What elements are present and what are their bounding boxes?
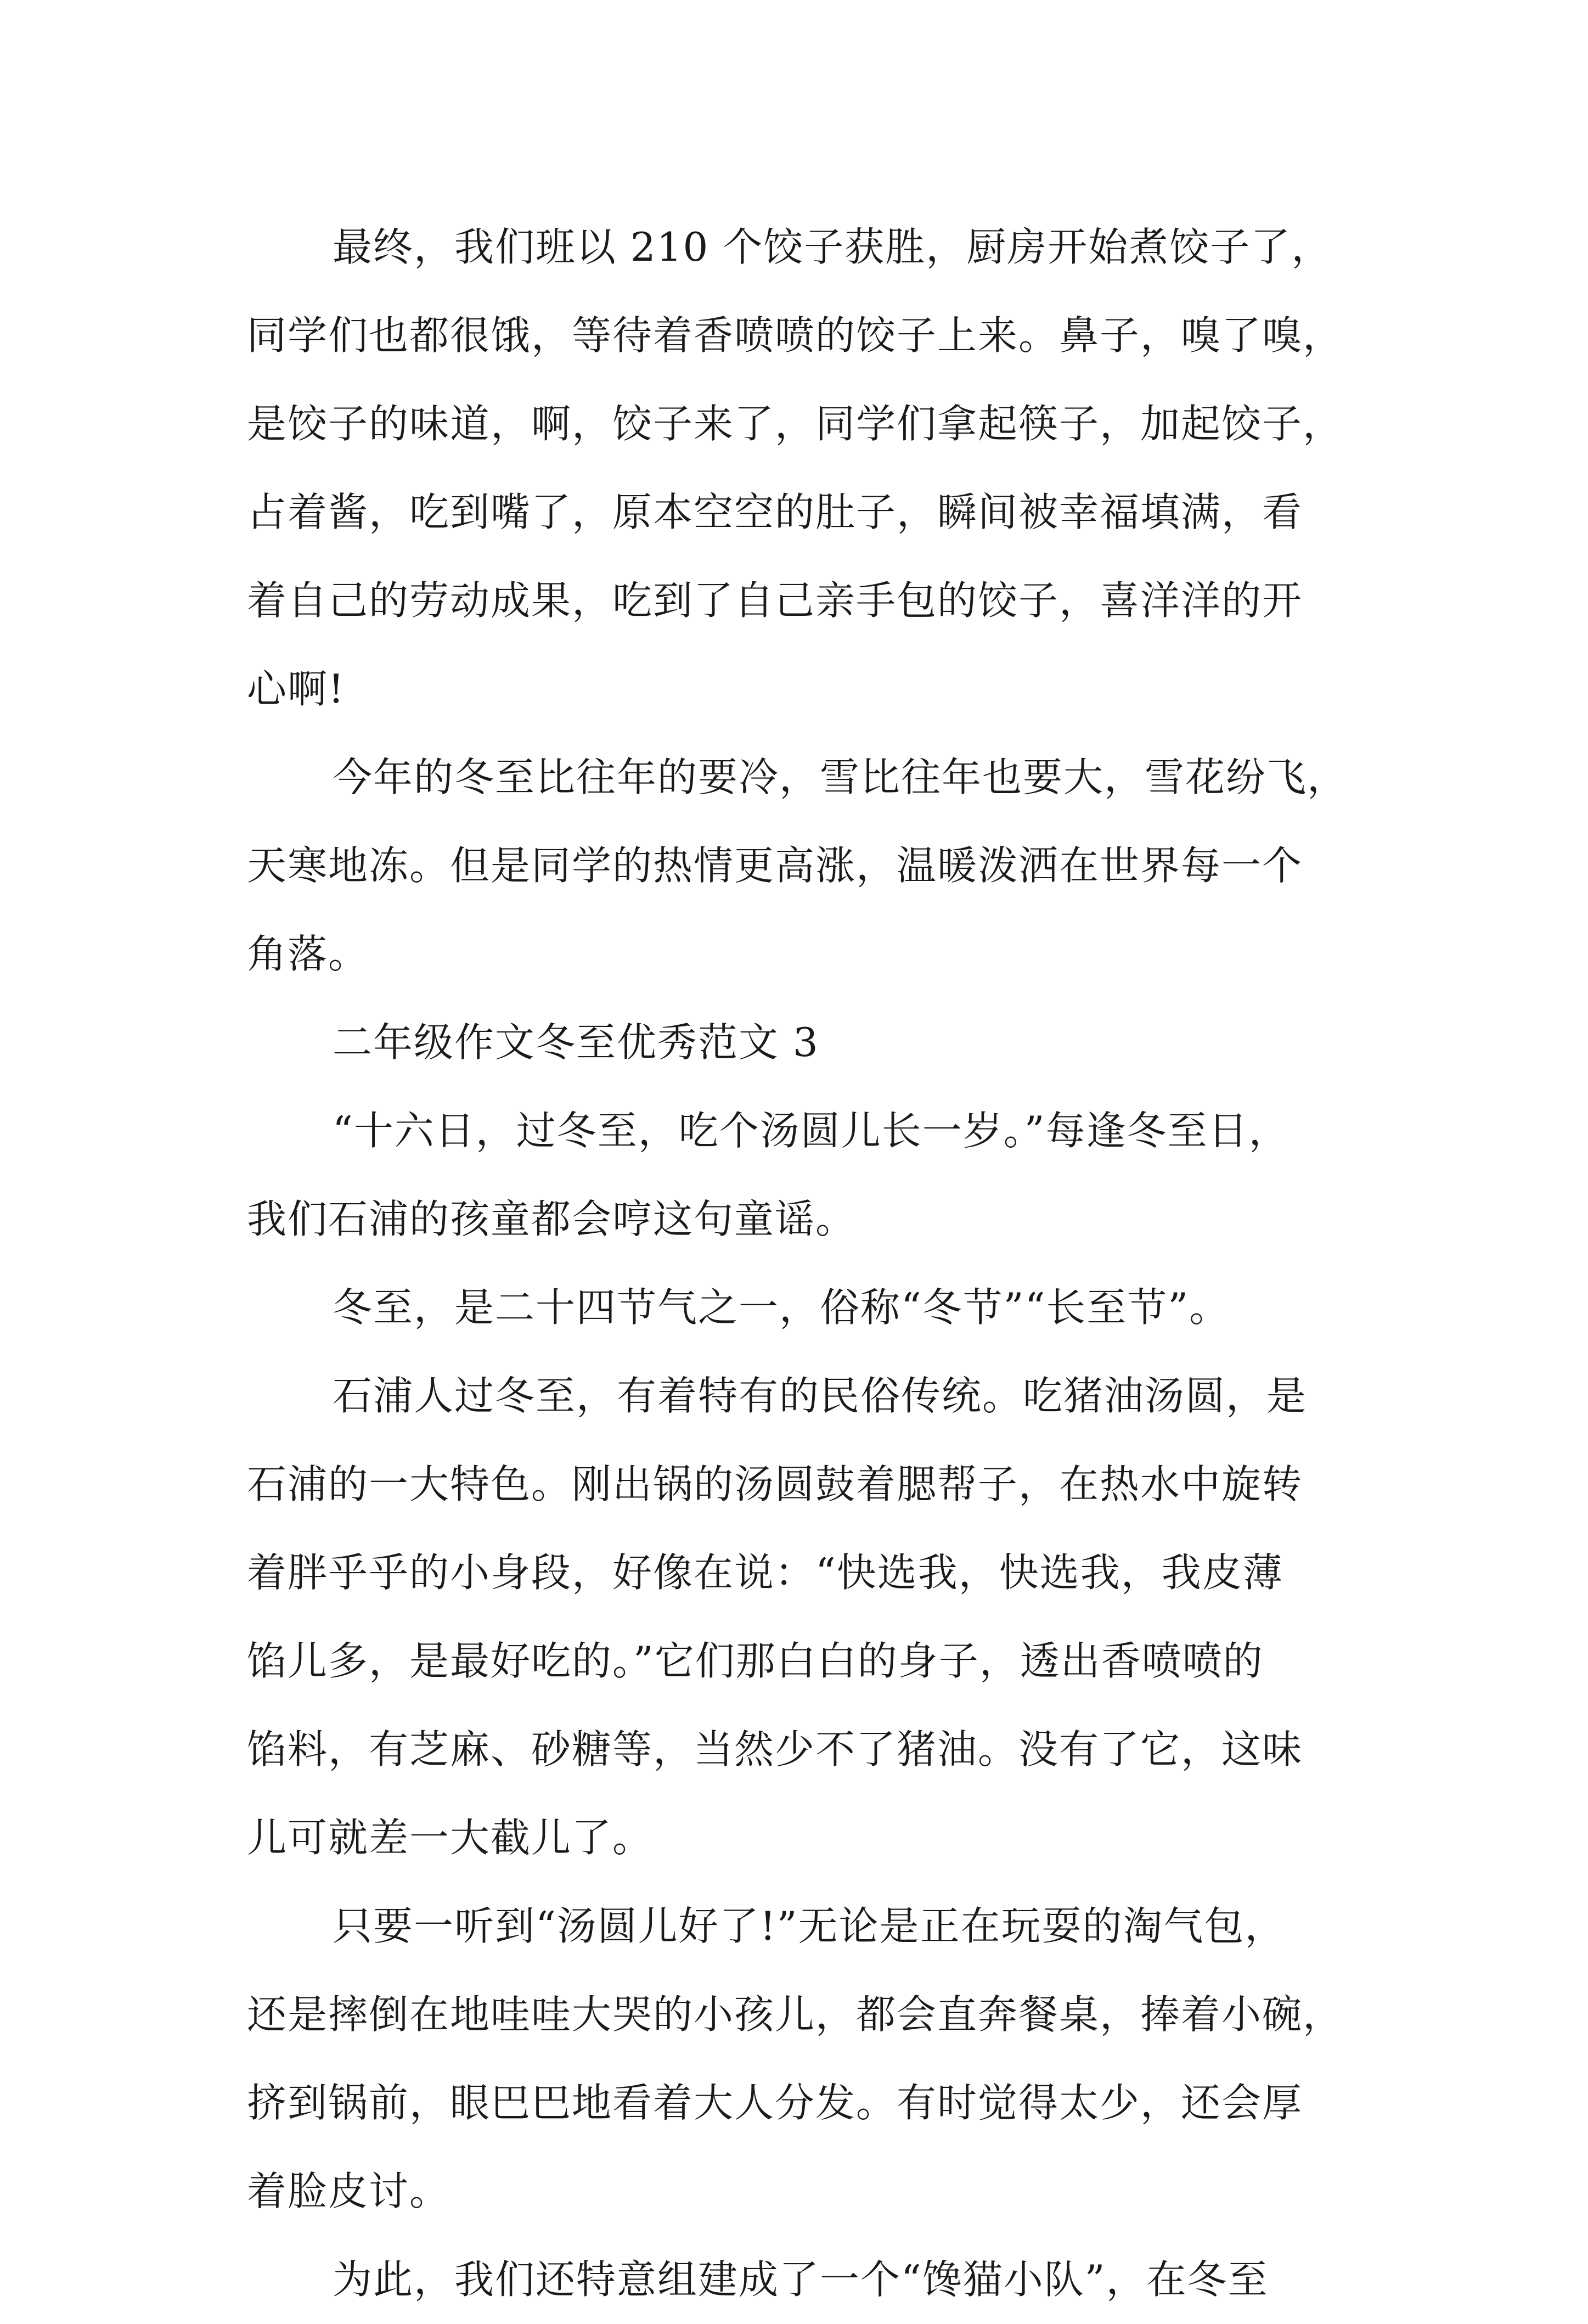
text-line: 为此，我们还特意组建成了一个“馋猫小队”，在冬至 — [333, 2256, 1269, 2303]
text-line: 最终，我们班以 210 个饺子获胜，厨房开始煮饺子了， — [333, 224, 1332, 270]
text-line: 儿可就差一大截儿了。 — [247, 1815, 654, 1861]
text-line: 冬至，是二十四节气之一，俗称“冬节”“长至节”。 — [333, 1284, 1230, 1331]
text-line: 还是摔倒在地哇哇大哭的小孩儿，都会直奔餐桌，捧着小碗， — [247, 1991, 1344, 2037]
text-line: 只要一听到“汤圆儿好了!”无论是正在玩耍的淘气包， — [333, 1903, 1286, 1949]
text-line: 馅儿多，是最好吃的。”它们那白白的身子，透出香喷喷的 — [247, 1638, 1264, 1684]
text-line: 挤到锅前，眼巴巴地看着大人分发。有时觉得太少，还会厚 — [247, 2080, 1303, 2126]
text-line: 石浦的一大特色。刚出锅的汤圆鼓着腮帮子，在热水中旋转 — [247, 1461, 1303, 1507]
text-line: 石浦人过冬至，有着特有的民俗传统。吃猪油汤圆，是 — [333, 1373, 1308, 1419]
text-line: 今年的冬至比往年的要冷，雪比往年也要大，雪花纷飞， — [333, 754, 1348, 800]
text-line: 心啊! — [247, 666, 345, 712]
text-line: 是饺子的味道，啊，饺子来了，同学们拿起筷子，加起饺子， — [247, 401, 1344, 447]
text-line: 角落。 — [247, 931, 369, 977]
text-line: 占着酱，吃到嘴了，原本空空的肚子，瞬间被幸福填满，看 — [247, 489, 1303, 535]
text-line: 着自己的劳动成果，吃到了自己亲手包的饺子，喜洋洋的开 — [247, 577, 1303, 624]
text-line: 着胖乎乎的小身段，好像在说：“快选我，快选我，我皮薄 — [247, 1550, 1283, 1596]
text-line: 馅料，有芝麻、砂糖等，当然少不了猪油。没有了它，这味 — [247, 1726, 1303, 1772]
section-heading: 二年级作文冬至优秀范文 3 — [333, 1019, 819, 1065]
text-line: 同学们也都很饿，等待着香喷喷的饺子上来。鼻子，嗅了嗅， — [247, 312, 1344, 358]
text-line: 天寒地冻。但是同学的热情更高涨，温暖泼洒在世界每一个 — [247, 843, 1303, 889]
text-line: 着脸皮讨。 — [247, 2168, 451, 2214]
text-line: 我们石浦的孩童都会哼这句童谣。 — [247, 1196, 857, 1242]
document-body — [247, 203, 1361, 2324]
text-line: “十六日，过冬至，吃个汤圆儿长一岁。”每逢冬至日， — [333, 1108, 1289, 1154]
